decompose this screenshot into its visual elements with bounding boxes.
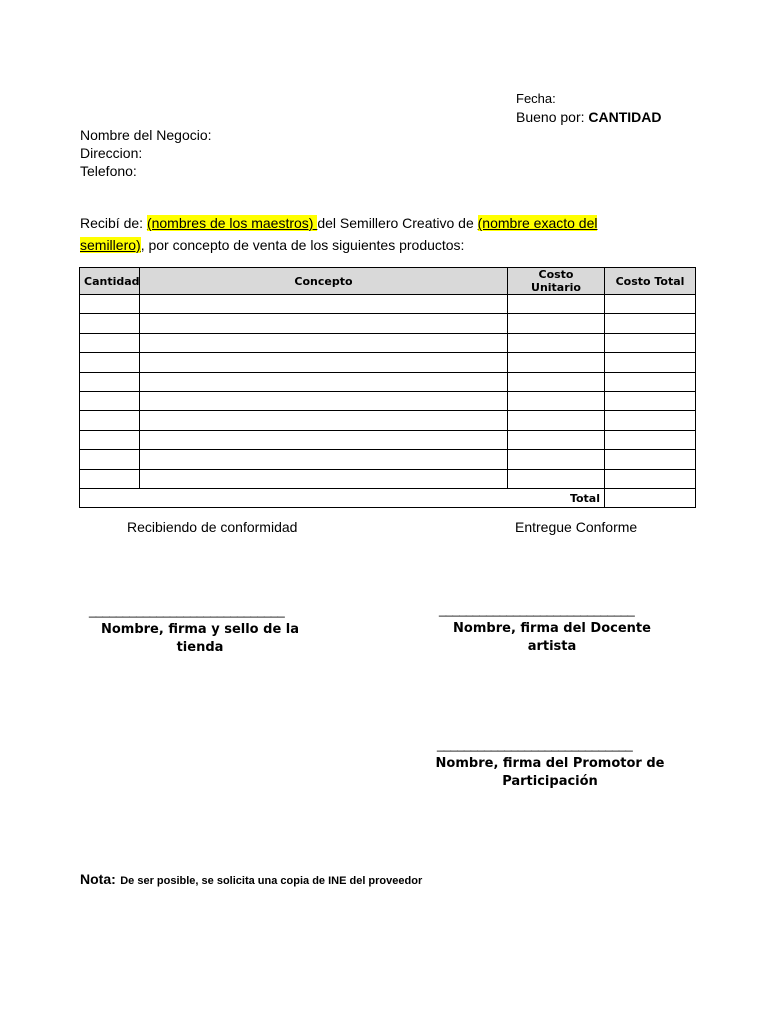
- table-row: [80, 391, 696, 410]
- total-label: Total: [80, 488, 605, 507]
- cantidad-cell[interactable]: [80, 314, 140, 333]
- concepto-cell[interactable]: [140, 314, 508, 333]
- highlight-seedbed-a: (nombre exacto del: [477, 215, 598, 231]
- costo-total-cell[interactable]: [605, 411, 696, 430]
- header-concepto: Concepto: [140, 268, 508, 295]
- costo-total-cell[interactable]: [605, 450, 696, 469]
- total-value-cell[interactable]: [605, 488, 696, 507]
- right-signature-label: [432, 620, 672, 656]
- promotor-signature-line: _____________________________: [437, 737, 633, 752]
- cantidad-cell[interactable]: [80, 391, 140, 410]
- costo-total-cell[interactable]: [605, 295, 696, 314]
- concepto-cell[interactable]: [140, 430, 508, 449]
- left-heading: Recibiendo de conformidad: [127, 519, 298, 535]
- business-name-label: Nombre del Negocio:: [80, 127, 212, 143]
- table-row: [80, 411, 696, 430]
- cantidad-cell[interactable]: [80, 411, 140, 430]
- header-cantidad: Cantidad: [80, 268, 140, 295]
- bueno-por-line: [516, 108, 662, 126]
- table-row: [80, 353, 696, 372]
- costo-total-cell[interactable]: [605, 391, 696, 410]
- cantidad-cell[interactable]: [80, 353, 140, 372]
- concepto-cell[interactable]: [140, 295, 508, 314]
- left-signature-label: [80, 621, 320, 657]
- costo-unitario-cell[interactable]: [508, 469, 605, 488]
- costo-unitario-cell[interactable]: [508, 391, 605, 410]
- concepto-cell[interactable]: [140, 469, 508, 488]
- promotor-signature-label: [430, 755, 670, 791]
- costo-total-cell[interactable]: [605, 430, 696, 449]
- left-signature-line: _____________________________: [89, 603, 285, 618]
- products-table: [79, 267, 696, 508]
- fecha-label: Fecha:: [516, 91, 556, 106]
- total-row: [80, 488, 696, 507]
- costo-total-cell[interactable]: [605, 333, 696, 352]
- table-row: [80, 333, 696, 352]
- header-costo-total: Costo Total: [605, 268, 696, 295]
- table-row: [80, 314, 696, 333]
- cantidad-cell[interactable]: [80, 430, 140, 449]
- paragraph-text-1: Recibí de:: [80, 215, 147, 231]
- bueno-por-value: CANTIDAD: [588, 109, 662, 125]
- costo-unitario-cell[interactable]: [508, 411, 605, 430]
- table-row: [80, 450, 696, 469]
- left-signature-label-line2: tienda: [176, 640, 224, 655]
- costo-total-cell[interactable]: [605, 314, 696, 333]
- concepto-cell[interactable]: [140, 353, 508, 372]
- table-row: [80, 469, 696, 488]
- business-phone-label: Telefono:: [80, 163, 137, 179]
- concepto-cell[interactable]: [140, 411, 508, 430]
- costo-total-cell[interactable]: [605, 469, 696, 488]
- cantidad-cell[interactable]: [80, 469, 140, 488]
- concepto-cell[interactable]: [140, 333, 508, 352]
- table-row: [80, 295, 696, 314]
- nota-label: Nota:: [80, 871, 116, 887]
- costo-total-cell[interactable]: [605, 353, 696, 372]
- table-header-row: [80, 268, 696, 295]
- cantidad-cell[interactable]: [80, 372, 140, 391]
- receipt-paragraph: [80, 212, 700, 256]
- costo-unitario-cell[interactable]: [508, 333, 605, 352]
- promotor-signature-label-line1: Nombre, firma del Promotor de: [435, 756, 665, 771]
- promotor-signature-label-line2: Participación: [502, 774, 598, 789]
- right-signature-label-line2: artista: [527, 639, 577, 654]
- highlight-seedbed-b: semillero): [80, 237, 141, 253]
- concepto-cell[interactable]: [140, 372, 508, 391]
- concepto-cell[interactable]: [140, 450, 508, 469]
- costo-total-cell[interactable]: [605, 372, 696, 391]
- costo-unitario-cell[interactable]: [508, 372, 605, 391]
- paragraph-text-2: del Semillero Creativo de: [317, 215, 478, 231]
- costo-unitario-cell[interactable]: [508, 450, 605, 469]
- table-row: [80, 430, 696, 449]
- concepto-cell[interactable]: [140, 391, 508, 410]
- right-heading: Entregue Conforme: [515, 519, 638, 535]
- cantidad-cell[interactable]: [80, 295, 140, 314]
- right-signature-line: _____________________________: [439, 602, 635, 617]
- table-row: [80, 372, 696, 391]
- highlight-teachers: (nombres de los maestros): [146, 215, 318, 231]
- right-signature-label-line1: Nombre, firma del Docente: [453, 621, 651, 636]
- bueno-por-label: Bueno por:: [516, 109, 585, 125]
- costo-unitario-cell[interactable]: [508, 353, 605, 372]
- paragraph-text-3: , por concepto de venta de los siguientes productos:: [140, 237, 465, 253]
- costo-unitario-cell[interactable]: [508, 430, 605, 449]
- business-address-label: Direccion:: [80, 145, 143, 161]
- costo-unitario-cell[interactable]: [508, 295, 605, 314]
- nota: [80, 871, 422, 889]
- header-costo-unitario: Costo Unitario: [508, 268, 605, 295]
- nota-text: De ser posible, se solicita una copia de INE del proveedor: [120, 875, 423, 887]
- cantidad-cell[interactable]: [80, 450, 140, 469]
- left-signature-label-line1: Nombre, firma y sello de la: [100, 622, 300, 637]
- costo-unitario-cell[interactable]: [508, 314, 605, 333]
- cantidad-cell[interactable]: [80, 333, 140, 352]
